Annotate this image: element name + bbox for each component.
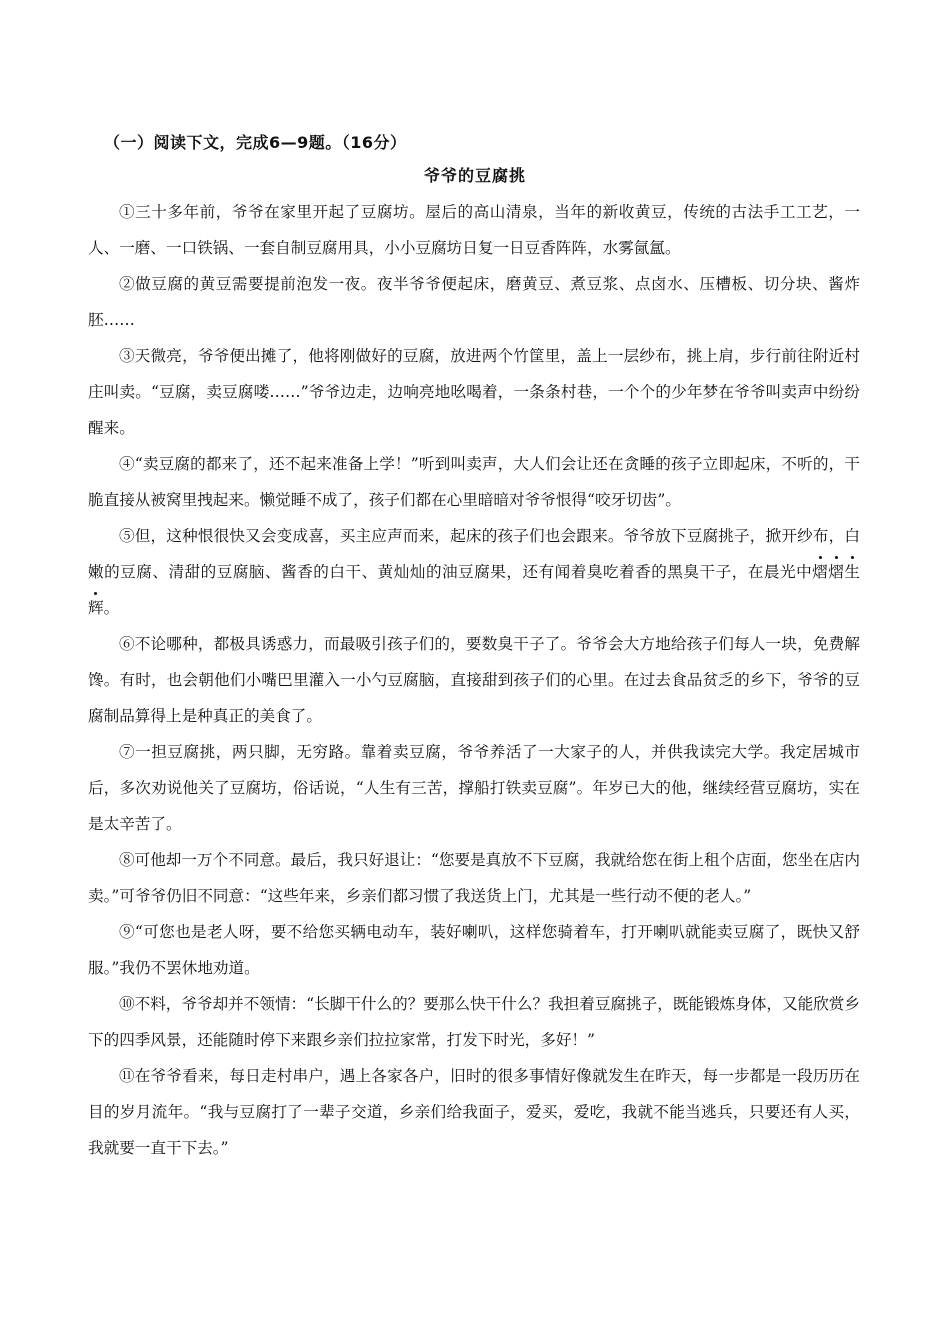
paragraph-4: ④“卖豆腐的都来了，还不起来准备上学！”听到叫卖声，大人们会让还在贪睡的孩子立即起床，不听的，干脆直接从被窝里拽起来。懒觉睡不成了，孩子们都在心里暗暗对爷爷恨得“咬牙切齿”。 <box>88 455 860 509</box>
paragraph-11: ⑪在爷爷看来，每日走村串户，遇上各家各户，旧时的很多事情好像就发生在昨天，每一步都是一段历历在目的岁月流年。“我与豆腐打了一辈子交道，乡亲们给我面子，爱买，爱吃，我就不能当逃兵，只要还有人买，我就要一直干下去。” <box>88 1067 860 1157</box>
paragraph-5-text: ⑤但，这种恨很快又会变成喜，买主应声而来，起床的孩子们也会跟来。爷爷放下豆腐挑子，掀开纱布，白嫩的豆腐、清甜的豆腐脑、酱香的白干、黄灿灿的油豆腐果，还有闻着臭吃着香的黑臭干子，在晨光中 <box>88 527 860 581</box>
paragraph-6: ⑥不论哪种，都极具诱惑力，而最吸引孩子们的，要数臭干子了。爷爷会大方地给孩子们每人一块，免费解馋。有时，也会朝他们小嘴巴里灌入一小勺豆腐脑，直接甜到孩子们的心里。在过去食品贫乏的乡下，爷爷的豆腐制品算得上是种真正的美食了。 <box>88 635 860 725</box>
paragraph-10: ⑩不料，爷爷却并不领情：“长脚干什么的？要那么快干什么？我担着豆腐挑子，既能锻炼身体，又能欣赏乡下的四季风景，还能随时停下来跟乡亲们拉拉家常，打发下时光，多好！” <box>88 995 860 1049</box>
paragraph-5 <box>88 518 860 626</box>
emphasis-char: 熠 <box>812 563 829 581</box>
paragraph-7: ⑦一担豆腐挑，两只脚，无穷路。靠着卖豆腐，爷爷养活了一大家子的人，并供我读完大学。我定居城市后，多次劝说他关了豆腐坊，俗话说，“人生有三苦，撑船打铁卖豆腐”。年岁已大的他，继续经营豆腐坊，实在是太辛苦了。 <box>88 743 860 833</box>
article-title: 爷爷的豆腐挑 <box>423 166 526 185</box>
emphasis-char: 生 <box>844 563 860 581</box>
paragraph-5-end: 。 <box>103 599 120 617</box>
paragraph-8: ⑧可他却一万个不同意。最后，我只好退让：“您要是真放不下豆腐，我就给您在街上租个店面，您坐在店内卖。”可爷爷仍旧不同意：“这些年来，乡亲们都习惯了我送货上门，尤其是一些行动不便的老人。” <box>88 851 860 905</box>
paragraph-2: ②做豆腐的黄豆需要提前泡发一夜。夜半爷爷便起床，磨黄豆、煮豆浆、点卤水、压槽板、切分块、酱炸胚…… <box>88 275 860 329</box>
section-heading: （一）阅读下文，完成6—9题。（16分） <box>104 133 407 152</box>
paragraph-9: ⑨“可您也是老人呀，要不给您买辆电动车，装好喇叭，这样您骑着车，打开喇叭就能卖豆腐了，既快又舒服。”我仍不罢休地劝道。 <box>88 923 860 977</box>
emphasis-char: 熠 <box>828 563 845 581</box>
paragraph-3: ③天微亮，爷爷便出摊了，他将刚做好的豆腐，放进两个竹筐里，盖上一层纱布，挑上肩，步行前往附近村庄叫卖。“豆腐，卖豆腐喽……”爷爷边走，边响亮地吆喝着，一条条村巷，一个个的少年梦在爷爷叫卖声中纷纷醒来。 <box>88 347 860 437</box>
article-body <box>88 194 860 1166</box>
emphasis-char: 辉 <box>88 599 104 617</box>
paragraph-1: ①三十多年前，爷爷在家里开起了豆腐坊。屋后的高山清泉，当年的新收黄豆，传统的古法手工工艺，一人、一磨、一口铁锅、一套自制豆腐用具，小小豆腐坊日复一日豆香阵阵，水雾氤氲。 <box>88 203 860 257</box>
